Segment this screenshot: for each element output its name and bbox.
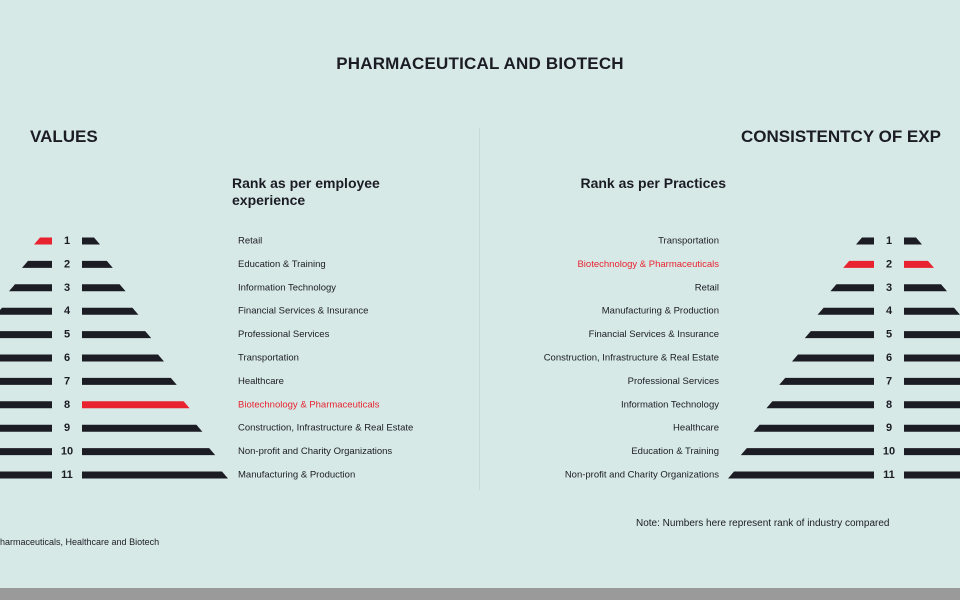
left-category-4: Financial Services & Insurance: [238, 305, 369, 317]
right-rank-4: 4: [885, 305, 893, 318]
right-bar-right-8: [904, 401, 960, 408]
left-rank-11: 11: [61, 469, 73, 481]
right-bar-left-3: [830, 284, 874, 291]
left-rank-3: 3: [63, 281, 71, 294]
left-bar-outer-6: [0, 355, 52, 362]
left-bar-inner-11: [82, 472, 228, 479]
left-bar-inner-2: [82, 261, 113, 268]
left-category-10: Non-profit and Charity Organizations: [238, 446, 393, 458]
left-bar-outer-3: [9, 284, 52, 291]
left-category-3: Information Technology: [238, 282, 337, 294]
right-bar-left-10: [741, 448, 874, 455]
left-bar-outer-8: [0, 401, 52, 408]
left-bar-outer-11: [0, 472, 52, 479]
right-bar-right-2: [904, 261, 934, 268]
right-bar-left-6: [792, 355, 874, 362]
right-bar-right-11: [904, 472, 960, 479]
right-bar-left-11: [728, 472, 874, 479]
right-rank-6: 6: [885, 352, 893, 364]
right-bar-right-1: [904, 238, 922, 245]
left-rank-1: 1: [63, 235, 71, 247]
left-bar-inner-3: [82, 284, 126, 291]
left-category-1: Retail: [238, 235, 263, 247]
left-category-7: Healthcare: [238, 375, 284, 387]
left-bar-outer-7: [0, 378, 52, 385]
right-bar-left-5: [805, 331, 874, 338]
right-bar-right-7: [904, 378, 960, 385]
left-category-5: Professional Services: [238, 329, 330, 341]
left-rank-6: 6: [63, 352, 71, 364]
right-rank-8: 8: [885, 398, 893, 411]
left-bar-inner-6: [82, 355, 164, 362]
note-text: Note: Numbers here represent rank of industry compared: [636, 518, 890, 529]
consistency-section-title: CONSISTENTCY OF EXP: [741, 127, 941, 146]
right-rank-2: 2: [885, 258, 893, 271]
right-category-10: Education & Training: [631, 446, 719, 458]
left-category-11: Manufacturing & Production: [238, 469, 356, 481]
right-rank-11: 11: [883, 469, 895, 481]
right-bar-right-3: [904, 284, 947, 291]
left-bar-outer-5: [0, 331, 52, 338]
left-bar-inner-7: [82, 378, 177, 385]
left-bar-inner-8: [82, 401, 190, 408]
right-bar-left-2: [843, 261, 874, 268]
left-bar-inner-5: [82, 331, 151, 338]
practices-header: Rank as per Practices: [580, 175, 726, 191]
right-rank-3: 3: [885, 281, 893, 294]
left-bar-inner-1: [82, 238, 100, 245]
left-category-8: Biotechnology & Pharmaceuticals: [238, 399, 380, 411]
right-category-7: Professional Services: [627, 375, 719, 387]
left-rank-7: 7: [63, 375, 71, 388]
right-category-9: Healthcare: [673, 422, 719, 434]
left-bar-outer-1: [34, 238, 52, 245]
right-category-5: Financial Services & Insurance: [588, 329, 719, 341]
right-category-4: Manufacturing & Production: [601, 305, 719, 317]
right-bar-left-9: [754, 425, 874, 432]
right-bar-left-4: [818, 308, 874, 315]
right-bar-right-4: [904, 308, 960, 315]
left-rank-10: 10: [60, 445, 74, 458]
footnote-text: harmaceuticals, Healthcare and Biotech: [0, 537, 160, 547]
left-bar-outer-9: [0, 425, 52, 432]
right-bar-right-9: [904, 425, 960, 432]
left-category-9: Construction, Infrastructure & Real Estate: [238, 422, 414, 434]
right-category-2: Biotechnology & Pharmaceuticals: [577, 258, 719, 270]
left-category-2: Education & Training: [238, 258, 326, 270]
right-category-3: Retail: [694, 282, 719, 294]
right-rank-9: 9: [885, 422, 893, 435]
right-category-11: Non-profit and Charity Organizations: [564, 469, 719, 481]
right-bar-left-7: [779, 378, 874, 385]
left-bar-outer-10: [0, 448, 52, 455]
employee-experience-header: Rank as per employee experience: [232, 175, 380, 208]
page-title: PHARMACEUTICAL AND BIOTECH: [336, 54, 624, 73]
left-rank-4: 4: [63, 305, 71, 318]
left-rank-9: 9: [63, 422, 71, 435]
left-bar-inner-4: [82, 308, 138, 315]
right-category-8: Information Technology: [620, 399, 719, 411]
left-rank-2: 2: [63, 258, 71, 271]
left-bar-inner-9: [82, 425, 202, 432]
bottom-bar: [0, 588, 960, 600]
left-rank-5: 5: [63, 328, 71, 341]
right-rank-7: 7: [885, 375, 893, 388]
right-bar-left-1: [856, 238, 874, 245]
left-bar-outer-4: [0, 308, 52, 315]
left-category-6: Transportation: [238, 352, 299, 364]
left-bar-outer-2: [22, 261, 52, 268]
right-bar-right-6: [904, 355, 960, 362]
right-category-6: Construction, Infrastructure & Real Estate: [543, 352, 719, 364]
right-rank-5: 5: [885, 328, 893, 341]
values-section-title: VALUES: [30, 127, 98, 146]
right-category-1: Transportation: [658, 235, 719, 247]
right-rank-10: 10: [882, 445, 896, 458]
right-rank-1: 1: [885, 235, 893, 247]
left-rank-8: 8: [63, 398, 71, 411]
right-bar-left-8: [766, 401, 874, 408]
right-bar-right-10: [904, 448, 960, 455]
left-bar-inner-10: [82, 448, 215, 455]
right-bar-right-5: [904, 331, 960, 338]
